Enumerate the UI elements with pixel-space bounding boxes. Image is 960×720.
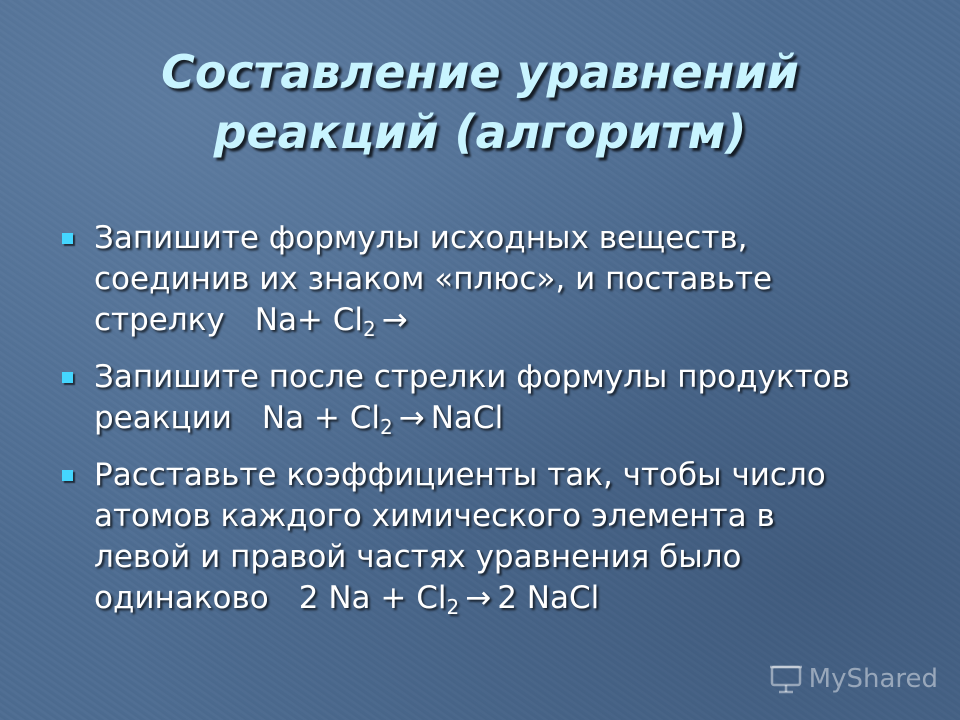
- formula-1-left: Na+ Cl: [254, 302, 364, 338]
- bullet-3-text: одинаково: [94, 580, 269, 616]
- bullet-1-line-3: [94, 300, 922, 341]
- right-arrow-icon: →: [398, 400, 425, 436]
- bullet-2-line-2: [94, 398, 922, 439]
- formula-1-subscript: 2: [363, 317, 376, 341]
- watermark-text: MyShared: [808, 664, 938, 694]
- formula-1: [254, 302, 414, 341]
- formula-2-left: Na + Cl: [261, 400, 381, 436]
- title-line-2: реакций (алгоритм): [213, 105, 747, 159]
- right-arrow-icon: →: [465, 580, 492, 616]
- bullet-square-icon: [62, 372, 73, 383]
- formula-2: [261, 400, 504, 439]
- formula-2-right: NaCl: [430, 400, 504, 436]
- bullet-item-3: [62, 455, 922, 619]
- bullet-1-line-1: Запишите формулы исходных веществ,: [94, 220, 748, 256]
- slide-title: [0, 42, 960, 162]
- bullet-3-line-4: [94, 578, 922, 619]
- presentation-board-icon: [769, 664, 803, 694]
- bullet-1-text: стрелку: [94, 302, 225, 338]
- formula-2-subscript: 2: [380, 415, 393, 439]
- myshared-watermark: [769, 664, 938, 694]
- title-line-1: Составление уравнений: [161, 45, 799, 99]
- formula-3-right: 2 NaCl: [497, 580, 600, 616]
- bullet-2-text: реакции: [94, 400, 232, 436]
- bullet-square-icon: [62, 470, 73, 481]
- right-arrow-icon: →: [381, 302, 408, 338]
- bullet-1-line-2: соединив их знаком «плюс», и поставьте: [94, 261, 773, 297]
- bullet-3-line-3: левой и правой частях уравнения было: [94, 539, 742, 575]
- formula-3-left: 2 Na + Cl: [298, 580, 447, 616]
- formula-3-subscript: 2: [446, 595, 460, 619]
- bullet-square-icon: [62, 233, 73, 244]
- formula-3: [298, 580, 600, 619]
- bullet-item-1: [62, 218, 922, 341]
- bullet-2-line-1: Запишите после стрелки формулы продуктов: [94, 359, 850, 395]
- bullet-3-line-2: атомов каждого химического элемента в: [94, 498, 775, 534]
- bullet-3-line-1: Расставьте коэффициенты так, чтобы число: [94, 457, 826, 493]
- bullet-item-2: [62, 357, 922, 439]
- bullet-list: [62, 218, 922, 635]
